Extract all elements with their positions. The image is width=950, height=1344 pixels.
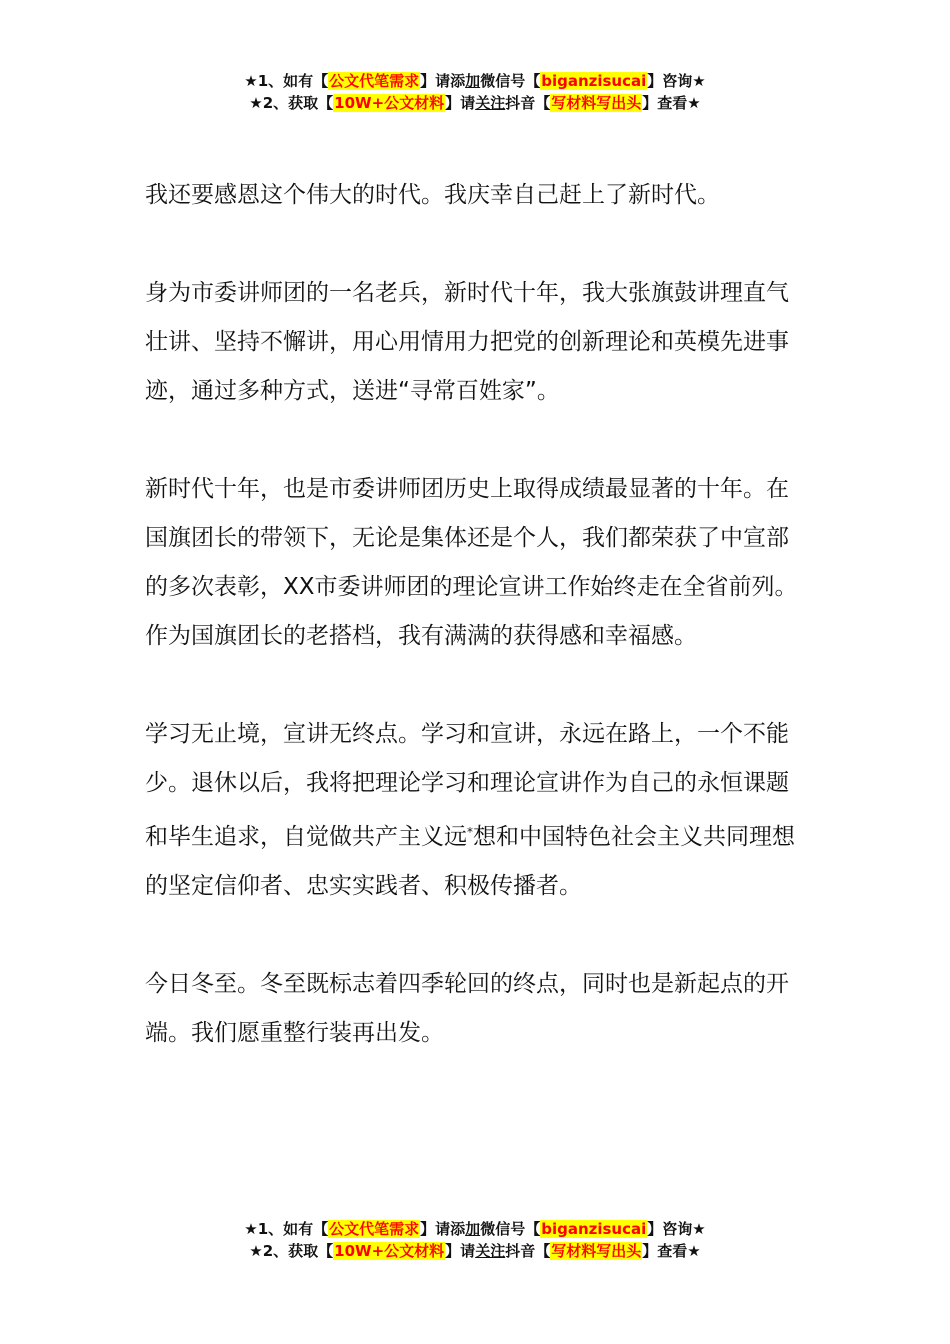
highlight-service: 公文代笔需求 xyxy=(329,1220,420,1238)
banner-text: 】咨询 xyxy=(647,1220,693,1238)
underlined-text: 加 xyxy=(465,72,481,90)
paragraph-2: 身为市委讲师团的一名老兵，新时代十年，我大张旗鼓讲理直气壮讲、坚持不懈讲，用心用情用力把党的创新理论和英模先进事迹，通过多种方式，送进“寻常百姓家”。 xyxy=(145,280,789,404)
highlight-service: 公文代笔需求 xyxy=(329,72,420,90)
banner-text: 抖音【 xyxy=(505,1242,551,1260)
banner-text: 抖音【 xyxy=(505,94,551,112)
banner-text: 】请添 xyxy=(420,1220,466,1238)
header-banner xyxy=(0,70,950,114)
star-icon: ★ xyxy=(244,1220,258,1238)
paragraph-4-part-1: 学习无止境，宣讲无终点。学习和宣讲，永远在路上，一个不能少。退休以后，我将把理论学习和理论宣讲作为自己的永恒课题和毕生追求，自觉做共产主义远 xyxy=(145,721,789,850)
banner-line-1 xyxy=(0,70,950,92)
paragraph-1: 我还要感恩这个伟大的时代。我庆幸自己赶上了新时代。 xyxy=(145,182,720,208)
highlight-wechat-id: biganzisucai xyxy=(541,72,647,90)
banner-text: 1、如有【 xyxy=(257,72,329,90)
banner-text: 2、获取【 xyxy=(262,1242,334,1260)
banner-line-1 xyxy=(0,1218,950,1240)
underlined-text: 关注 xyxy=(475,1242,506,1260)
paragraph-5: 今日冬至。冬至既标志着四季轮回的终点，同时也是新起点的开端。我们愿重整行装再出发。 xyxy=(145,971,789,1046)
paragraph-4-part-2: 想和中国特色社会主义共同理想的坚定信仰者、忠实实践者、积极传播者。 xyxy=(145,824,795,899)
underlined-text: 关注 xyxy=(475,94,506,112)
asterisk-mark: * xyxy=(467,825,473,839)
highlight-materials: 10W+公文材料 xyxy=(334,1242,445,1260)
banner-text: 】查看 xyxy=(642,1242,688,1260)
banner-text: 微信号【 xyxy=(480,1220,541,1238)
underlined-text: 加 xyxy=(465,1220,481,1238)
highlight-douyin: 写材料写出头 xyxy=(551,94,642,112)
banner-line-2 xyxy=(0,92,950,114)
highlight-materials: 10W+公文材料 xyxy=(334,94,445,112)
star-icon: ★ xyxy=(249,1242,263,1260)
banner-text: 2、获取【 xyxy=(262,94,334,112)
banner-text: 1、如有【 xyxy=(257,1220,329,1238)
banner-text: 】请 xyxy=(445,1242,476,1260)
star-icon: ★ xyxy=(244,72,258,90)
banner-text: 微信号【 xyxy=(480,72,541,90)
banner-text: 】查看 xyxy=(642,94,688,112)
highlight-douyin: 写材料写出头 xyxy=(551,1242,642,1260)
paragraph-4 xyxy=(145,710,810,911)
star-icon: ★ xyxy=(687,1242,701,1260)
banner-text: 】咨询 xyxy=(647,72,693,90)
star-icon: ★ xyxy=(692,1220,706,1238)
banner-text: 】请 xyxy=(445,94,476,112)
banner-line-2 xyxy=(0,1240,950,1262)
paragraph-3: 新时代十年，也是市委讲师团历史上取得成绩最显著的十年。在国旗团长的带领下，无论是集体还是个人，我们都荣获了中宣部的多次表彰，XX市委讲师团的理论宣讲工作始终走在全省前列。作为国旗团长的老搭档，我有满满的获得感和幸福感。 xyxy=(145,476,798,649)
footer-banner xyxy=(0,1218,950,1262)
highlight-wechat-id: biganzisucai xyxy=(541,1220,647,1238)
star-icon: ★ xyxy=(692,72,706,90)
star-icon: ★ xyxy=(687,94,701,112)
document-body xyxy=(145,171,810,1058)
banner-text: 】请添 xyxy=(420,72,466,90)
star-icon: ★ xyxy=(249,94,263,112)
